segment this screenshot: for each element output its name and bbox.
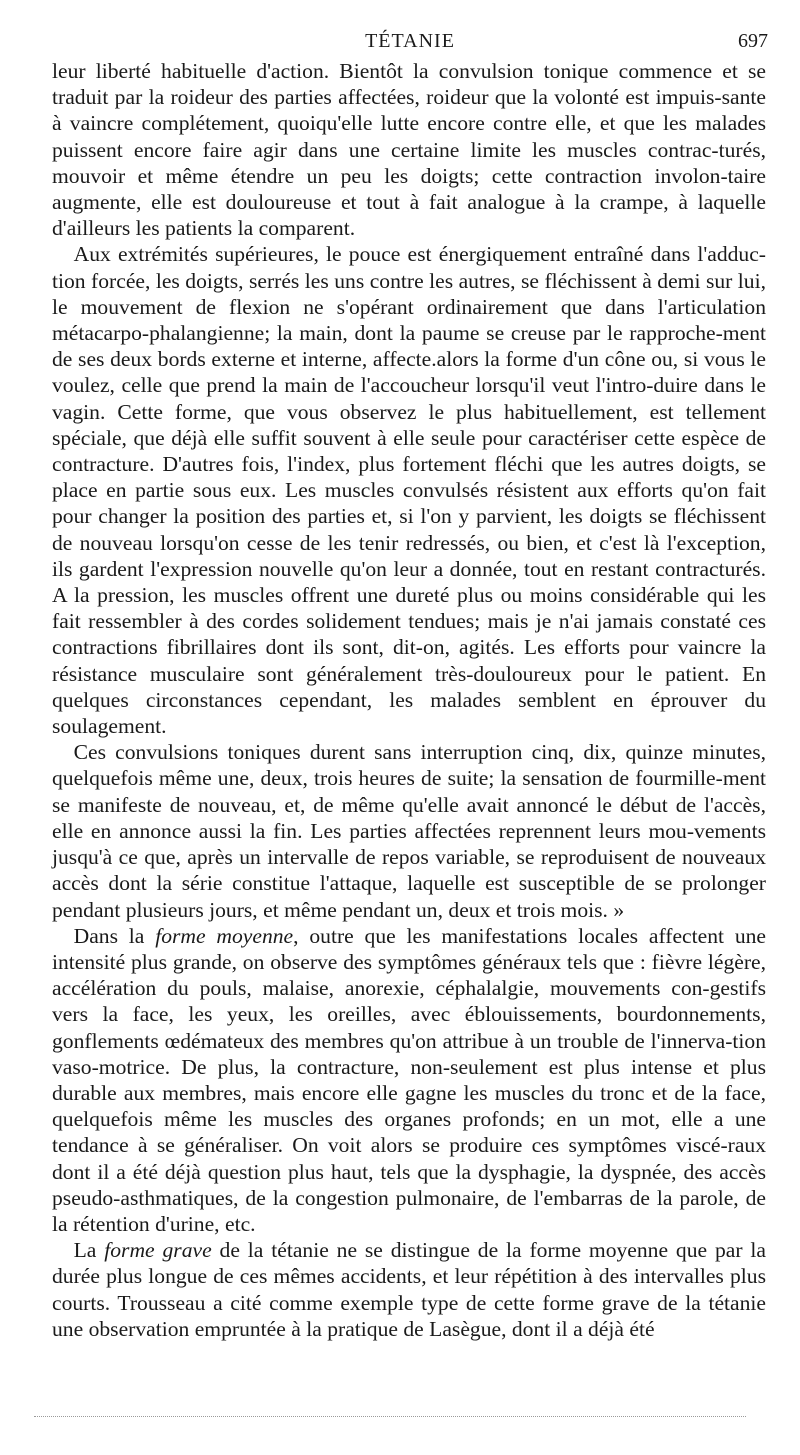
running-head — [52, 30, 768, 56]
page-number: 697 — [738, 30, 768, 52]
running-title: TÉTANIE — [365, 30, 455, 52]
italic-term-forme-moyenne: forme moyenne — [155, 923, 294, 948]
italic-term-forme-grave: forme grave — [104, 1238, 212, 1263]
paragraph-1: leur liberté habituelle d'action. Bientôt la convulsion tonique commence et se traduit par la roideur des parties affectées, roideur que la volonté est impuis-sante à vaincre complétement, quoiqu'elle lutte encore contre elle, et que les malades puissent encore faire agir dans une certaine limite les muscles contrac-turés, mouvoir et même étendre un peu les doigts; cette contraction involon-taire augmente, elle est douloureuse et tout à fait analogue à la crampe, à laquelle d'ailleurs les patients la comparent. — [52, 59, 766, 241]
paragraph-2: Aux extrémités supérieures, le pouce est énergiquement entraîné dans l'adduc-tion forcée, les doigts, serrés les uns contre les autres, se fléchissent à demi sur lui, le mouvement de flexion ne s'opérant ordinairement que dans l'articulation métacarpo-phalangienne; la main, dont la paume se creuse par le rapproche-ment de ses deux bords externe et interne, affecte.alors la forme d'un cône ou, si vous le voulez, celle que prend la main de l'accoucheur lorsqu'il veut l'intro-duire dans le vagin. Cette forme, que vous observez le plus habituellement, est tellement spéciale, que déjà elle suffit souvent à elle seule pour caractériser cette espèce de contracture. D'autres fois, l'index, plus fortement fléchi que les autres doigts, se place en partie sous eux. Les muscles convulsés résistent aux efforts qu'on fait pour changer la position des parties et, si l'on y parvient, les doigts se fléchissent de nouveau lorsqu'on cesse de les tenir redressés, ou bien, et c'est là l'exception, ils gardent l'expression nouvelle qu'on leur a donnée, tout en restant contracturés. A la pression, les muscles offrent une dureté plus ou moins considérable qui les fait ressembler à des cordes solidement tendues; mais je n'ai jamais constaté ces contractions fibrillaires dont ils sont, dit-on, agités. Les efforts pour vaincre la résistance musculaire sont généralement très-douloureux pour le patient. En quelques circonstances cependant, les malades semblent en éprouver du soulagement. — [52, 242, 766, 739]
body-text — [52, 58, 766, 1342]
paragraph-4-lead: Dans la — [73, 923, 156, 948]
paragraph-5 — [52, 1237, 766, 1342]
footer-dotted-rule — [34, 1416, 746, 1417]
paragraph-4 — [52, 923, 766, 1237]
paragraph-5-body: de la tétanie ne se distingue de la forme moyenne que par la durée plus longue de ces mêmes accidents, et leur répétition à des intervalles plus courts. Trousseau a cité comme exemple type de cette forme grave de la tétanie une observation empruntée à la pratique de Lasègue, dont il a déjà été — [52, 1238, 766, 1341]
paragraph-4-body: , outre que les manifestations locales affectent une intensité plus grande, on observe des symptômes généraux tels que : fièvre légère, accélération du pouls, malaise, anorexie, céphalalgie, mouvements con-gestifs vers la face, les yeux, les oreilles, avec éblouissements, bourdonnements, gonflements œdémateux des membres qu'on attribue à un trouble de l'innerva-tion vaso-motrice. De plus, la contracture, non-seulement est plus intense et plus durable aux membres, mais encore elle gagne les muscles du tronc et de la face, quelquefois même les muscles des organes profonds; en un mot, elle a une tendance à se généraliser. On voit alors se produire ces symptômes viscé-raux dont il a été déjà question plus haut, tels que la dysphagie, la dyspnée, des accès pseudo-asthmatiques, de la congestion pulmonaire, de l'embarras de la parole, de la rétention d'urine, etc. — [52, 923, 766, 1236]
paragraph-5-lead: La — [73, 1238, 105, 1263]
paragraph-3: Ces convulsions toniques durent sans interruption cinq, dix, quinze minutes, quelquefois même une, deux, trois heures de suite; la sensation de fourmille-ment se manifeste de nouveau, et, de même qu'elle avait annoncé le début de l'accès, elle en annonce aussi la fin. Les parties affectées reprennent leurs mou-vements jusqu'à ce que, après un intervalle de repos variable, se reproduisent de nouveaux accès dont la série constitue l'attaque, laquelle est susceptible de se prolonger pendant plusieurs jours, et même pendant un, deux et trois mois. » — [52, 740, 766, 922]
